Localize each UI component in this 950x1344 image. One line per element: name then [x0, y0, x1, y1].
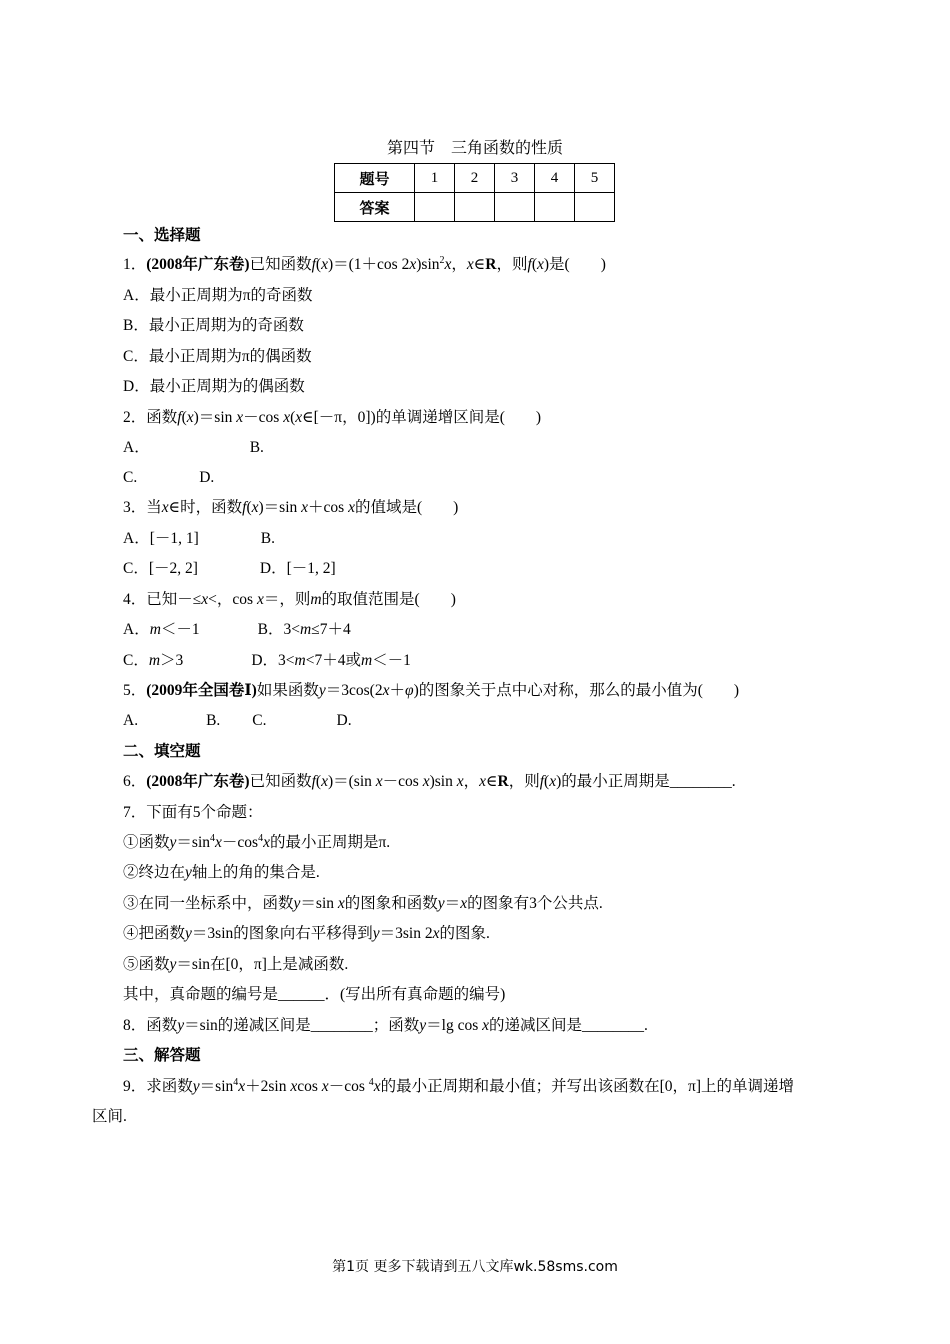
answer-cell [575, 193, 615, 222]
answer-table [334, 163, 615, 222]
question-8: 8．函数y＝sin的递减区间是________；函数y＝lg cos x的递减区间是________. [123, 1017, 648, 1034]
table-cell-number: 1 [415, 164, 455, 193]
proposition-2: ②终边在y轴上的角的集合是. [123, 864, 320, 881]
question-1: 1．(2008年广东卷)已知函数f(x)＝(1＋cos $2x)\sin^2x$，x∈R，则f(x)是( ) [123, 255, 606, 273]
proposition-1: ①函数$y=\sin^4x-\cos^4x$的最小正周期是π. [123, 833, 391, 851]
page-title: 第四节 三角函数的性质 [386, 140, 563, 157]
question-5: 5．(2009年全国卷Ⅰ)如果函数y＝3cos(2x＋φ)的图象关于点中心对称，那么的最小值为( ) [123, 682, 740, 699]
proposition-5: ⑤函数y＝sin在[0，π]上是减函数. [123, 956, 349, 973]
question-9-line2: 区间. [92, 1108, 127, 1125]
option-1a: A．最小正周期为π的奇函数 [123, 287, 313, 304]
table-row [335, 193, 615, 222]
section-heading-choice: 一、选择题 [123, 227, 201, 244]
answer-cell [535, 193, 575, 222]
option-1c: C．最小正周期为π的偶函数 [123, 348, 312, 365]
proposition-3: ③在同一坐标系中，函数y＝sin x的图象和函数y＝x的图象有3个公共点. [123, 895, 603, 912]
answer-cell [495, 193, 535, 222]
options-4-row1: A．m＜－1 B．3<m≤7＋4 [123, 621, 351, 638]
table-header-number: 题号 [335, 164, 415, 193]
option-1d: D．最小正周期为的偶函数 [123, 378, 305, 395]
question-7-tail: 其中，真命题的编号是______．(写出所有真命题的编号) [123, 986, 506, 1003]
table-cell-number: 5 [575, 164, 615, 193]
section-heading-solve: 三、解答题 [123, 1047, 201, 1064]
answer-cell [415, 193, 455, 222]
table-row [335, 164, 615, 193]
options-5: A. B. C. D. [123, 712, 352, 729]
proposition-4: ④把函数y＝3sin的图象向右平移得到y＝3sin 2x的图象. [123, 925, 490, 942]
page-footer: 第1页 更多下载请到五八文库wk.58sms.com [332, 1259, 618, 1275]
question-7: 7．下面有5个命题： [123, 804, 263, 821]
options-4-row2: C．m＞3 D．3<m<7＋4或m＜－1 [123, 652, 411, 669]
question-4: 4．已知－≤x<，cos x＝，则m的取值范围是( ) [123, 591, 456, 608]
answer-cell [455, 193, 495, 222]
question-3: 3．当x∈时，函数f(x)＝sin x＋cos x的值域是( ) [123, 499, 459, 516]
table-cell-number: 3 [495, 164, 535, 193]
option-1b: B．最小正周期为的奇函数 [123, 317, 304, 334]
table-cell-number: 2 [455, 164, 495, 193]
question-9: 9．求函数$y=\sin^4x+2\sin$ xcos x－cos $^4$x的最小正周期和最小值；并写出该函数在[0，π]上的单调递增 [123, 1077, 795, 1095]
table-cell-number: 4 [535, 164, 575, 193]
options-3-row2: C．[－2, 2] D．[－1, 2] [123, 560, 336, 577]
table-header-answer: 答案 [335, 193, 415, 222]
question-6: 6．(2008年广东卷)已知函数f(x)＝(sin x－cos x)sin x，x∈R，则f(x)的最小正周期是________. [123, 773, 736, 790]
section-heading-fill: 二、填空题 [123, 743, 201, 760]
options-2-row2: C. D. [123, 469, 215, 486]
options-3-row1: A．[－1, 1] B. [123, 530, 275, 547]
options-2-row1: A． B. [123, 439, 264, 456]
question-2: 2．函数f(x)＝sin x－cos x(x∈[－π，0])的单调递增区间是( ) [123, 409, 542, 426]
